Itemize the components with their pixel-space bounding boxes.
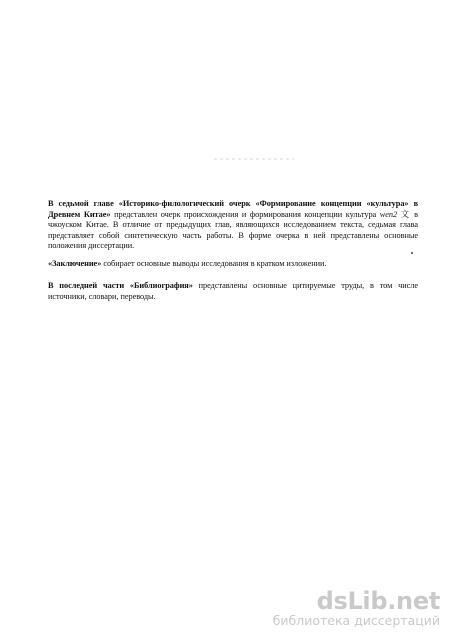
scan-dot [411,252,413,254]
paragraph-conclusion [48,259,418,270]
paragraph-bibliography [48,281,418,302]
watermark-logo: dsLib.net [316,587,440,615]
paragraph-text: представлен очерк происхождения и формирования концепции культура [110,209,380,219]
paragraph-text: представлены основные цитируемые труды, в том числе источники, словари, переводы. [48,281,418,301]
paragraph-lead: В седьмой главе «Историко-филологический очерк «Формирование концепции «культура» в Древнем Китае» [48,199,418,219]
paragraph-chapter-seven [48,199,418,252]
watermark [273,589,440,628]
paragraph-text: 文 в чжоуском Китае. В отличие от предыдущих глав, являющихся исследованием текста, седьмая глава представляет собой синтетическую часть работы. В форме очерка в ней представлены основные положения диссертации. [48,209,418,251]
paragraph-lead: В последней части «Библиография» [48,281,193,290]
term-wen2: wen2 [379,209,398,219]
scan-artifact [214,158,294,160]
paragraph-lead: «Заключение» [48,259,102,268]
watermark-subtitle: библиотека диссертаций [272,613,440,628]
paragraph-text: собирает основные выводы исследования в кратком изложении. [101,259,327,268]
